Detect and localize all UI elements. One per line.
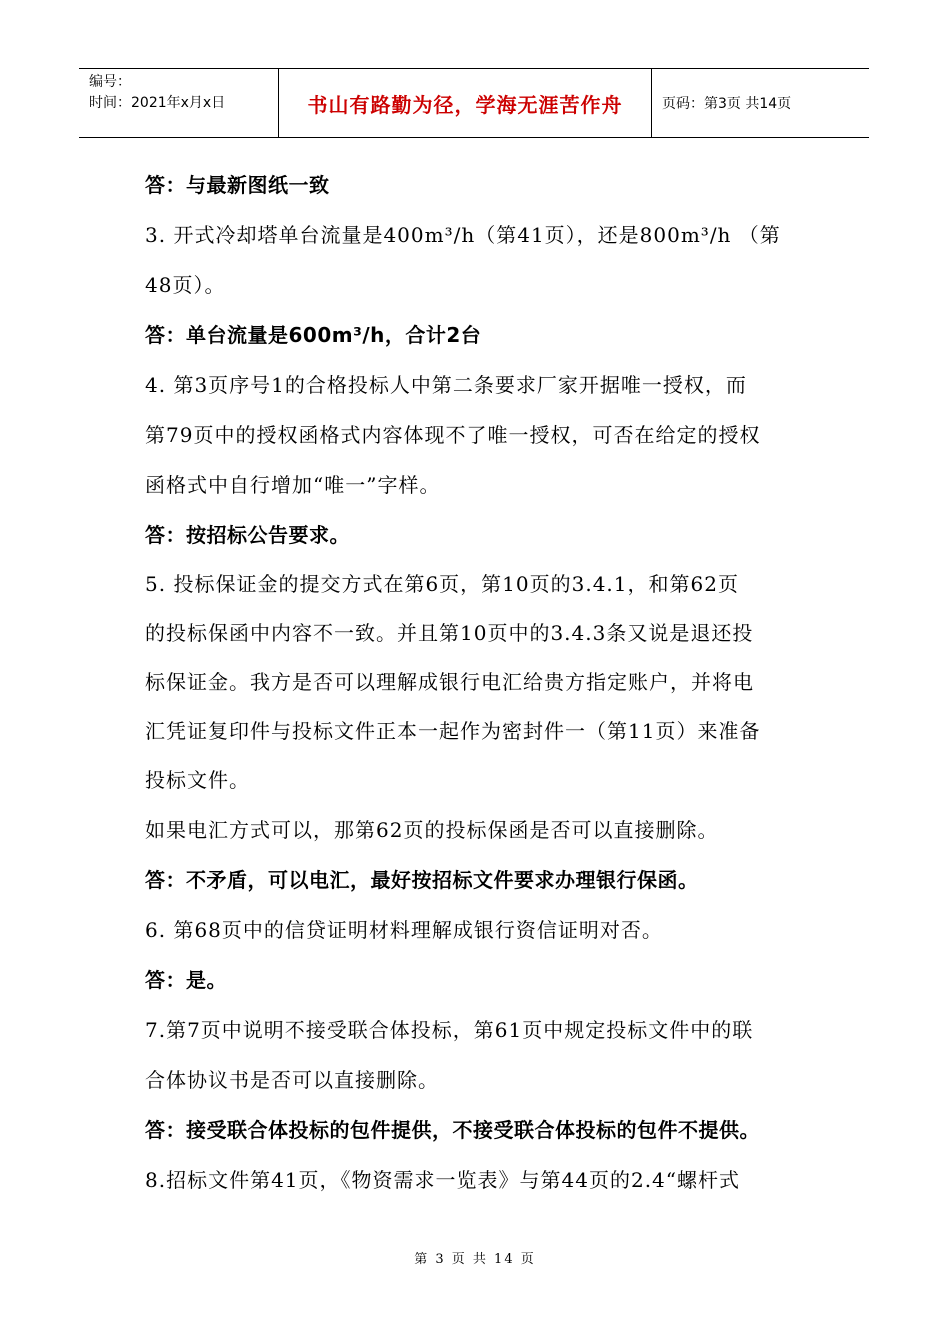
question-line: 48页）。 [145,273,226,297]
answer-line: 答：单台流量是600m³/h，合计2台 [145,323,482,347]
header-motto: 书山有路勤为径，学海无涯苦作舟 [279,69,652,137]
question-line: 函格式中自行增加“唯一”字样。 [145,473,441,497]
question-line: 5. 投标保证金的提交方式在第6页，第10页的3.4.1，和第62页 [145,572,739,596]
question-line: 8.招标文件第41页，《物资需求一览表》与第44页的2.4“螺杆式 [145,1168,741,1192]
document-number-label: 编号： [89,74,131,90]
header-page-number: 页码：第3页 共14页 [662,96,792,112]
answer-line: 答：是。 [145,968,227,992]
answer-line: 答：不矛盾，可以电汇，最好按招标文件要求办理银行保函。 [145,868,699,892]
document-date: 时间：2021年x月x日 [89,95,226,111]
page-header [79,68,869,138]
question-line: 3. 开式冷却塔单台流量是400m³/h（第41页），还是800m³/h （第 [145,223,781,247]
header-meta [79,69,279,137]
question-line: 6. 第68页中的信贷证明材料理解成银行资信证明对否。 [145,918,663,942]
question-line: 7.第7页中说明不接受联合体投标，第61页中规定投标文件中的联 [145,1018,754,1042]
question-line: 4. 第3页序号1的合格投标人中第二条要求厂家开据唯一授权，而 [145,373,747,397]
question-line: 的投标保函中内容不一致。并且第10页中的3.4.3条又说是退还投 [145,621,754,645]
answer-line: 答：接受联合体投标的包件提供，不接受联合体投标的包件不提供。 [145,1118,760,1142]
question-line: 如果电汇方式可以，那第62页的投标保函是否可以直接删除。 [145,818,719,842]
document-body [145,160,810,1205]
question-line: 第79页中的授权函格式内容体现不了唯一授权，可否在给定的授权 [145,423,761,447]
answer-line: 答：按招标公告要求。 [145,523,350,547]
answer-line: 答：与最新图纸一致 [145,173,330,197]
question-line: 合体协议书是否可以直接删除。 [145,1068,439,1092]
question-line: 汇凭证复印件与投标文件正本一起作为密封件一（第11页）来准备 [145,719,761,743]
question-line: 投标文件。 [145,768,250,792]
question-line: 标保证金。我方是否可以理解成银行电汇给贵方指定账户，并将电 [145,670,754,694]
page-footer: 第 3 页 共 14 页 [414,1252,536,1267]
